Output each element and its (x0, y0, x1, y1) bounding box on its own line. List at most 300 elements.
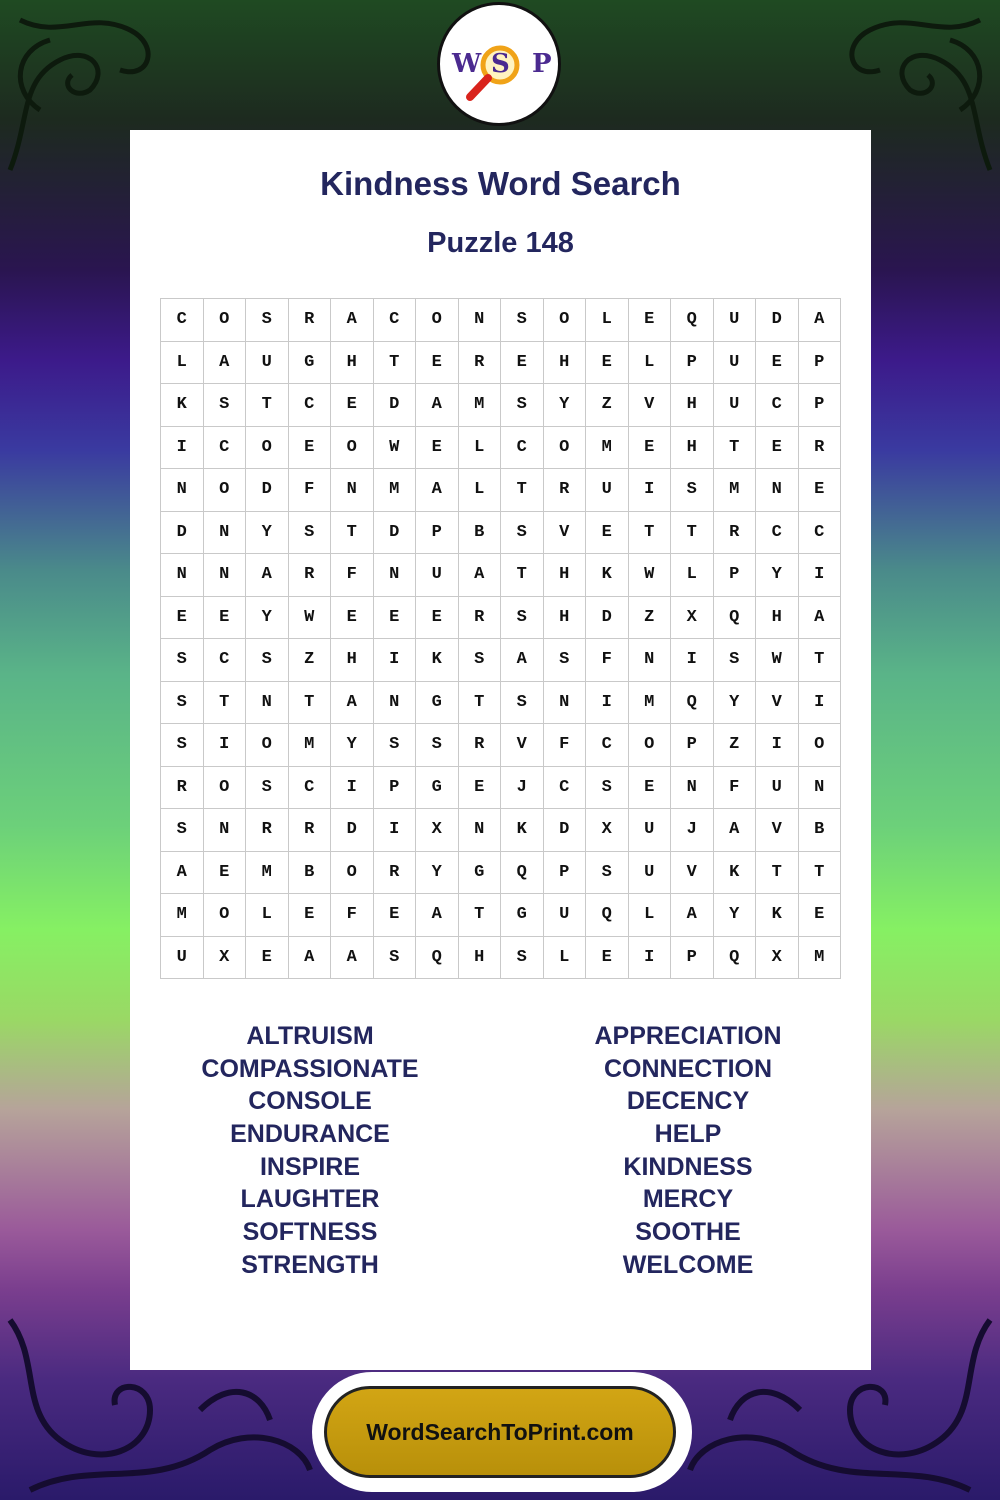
grid-cell: O (203, 299, 246, 342)
grid-cell: F (331, 894, 374, 937)
grid-cell: E (331, 384, 374, 427)
grid-cell: E (288, 894, 331, 937)
grid-cell: P (543, 851, 586, 894)
grid-cell: C (161, 299, 204, 342)
grid-cell: T (203, 681, 246, 724)
word-list-item: WELCOME (622, 1250, 754, 1279)
grid-cell: E (586, 341, 629, 384)
grid-cell: S (586, 851, 629, 894)
grid-cell: J (671, 809, 714, 852)
grid-cell: P (373, 766, 416, 809)
grid-cell: E (756, 341, 799, 384)
grid-cell: I (161, 426, 204, 469)
grid-cell: N (203, 554, 246, 597)
grid-cell: L (246, 894, 289, 937)
grid-cell: S (246, 639, 289, 682)
grid-cell: P (671, 936, 714, 979)
grid-cell: D (161, 511, 204, 554)
grid-cell: S (373, 724, 416, 767)
grid-cell: E (798, 894, 841, 937)
grid-cell: A (331, 681, 374, 724)
grid-cell: C (756, 384, 799, 427)
grid-cell: Q (501, 851, 544, 894)
grid-row (161, 596, 841, 639)
grid-cell: T (246, 384, 289, 427)
grid-cell: I (373, 809, 416, 852)
grid-cell: C (756, 511, 799, 554)
grid-cell: D (373, 384, 416, 427)
grid-cell: B (288, 851, 331, 894)
word-list-right (503, 1020, 873, 1282)
grid-cell: O (203, 469, 246, 512)
grid-cell: P (416, 511, 459, 554)
grid-cell: U (756, 766, 799, 809)
grid-row (161, 724, 841, 767)
grid-cell: R (798, 426, 841, 469)
grid-cell: Q (586, 894, 629, 937)
grid-cell: S (416, 724, 459, 767)
grid-cell: O (331, 851, 374, 894)
grid-cell: W (628, 554, 671, 597)
word-list-item: LAUGHTER (240, 1185, 380, 1214)
grid-cell: T (288, 681, 331, 724)
grid-cell: E (586, 936, 629, 979)
word-list-item: DECENCY (626, 1087, 750, 1116)
grid-cell: W (373, 426, 416, 469)
grid-cell: M (288, 724, 331, 767)
grid-cell: S (246, 766, 289, 809)
grid-cell: M (798, 936, 841, 979)
grid-row (161, 894, 841, 937)
grid-cell: W (288, 596, 331, 639)
grid-cell: F (288, 469, 331, 512)
grid-cell: N (458, 809, 501, 852)
grid-cell: T (798, 851, 841, 894)
grid-cell: X (203, 936, 246, 979)
grid-cell: V (756, 809, 799, 852)
grid-cell: X (586, 809, 629, 852)
grid-cell: T (458, 681, 501, 724)
word-list-item: STRENGTH (241, 1250, 379, 1279)
grid-cell: U (628, 809, 671, 852)
grid-cell: C (288, 766, 331, 809)
grid-cell: R (288, 299, 331, 342)
grid-cell: D (246, 469, 289, 512)
grid-cell: P (671, 724, 714, 767)
grid-cell: W (756, 639, 799, 682)
grid-cell: Q (671, 299, 714, 342)
grid-cell: Q (713, 936, 756, 979)
grid-cell: A (203, 341, 246, 384)
word-list-item: CONSOLE (248, 1087, 372, 1116)
grid-cell: O (543, 299, 586, 342)
grid-cell: I (756, 724, 799, 767)
grid-cell: S (161, 681, 204, 724)
grid-cell: M (373, 469, 416, 512)
grid-cell: E (628, 426, 671, 469)
grid-cell: E (288, 426, 331, 469)
grid-cell: Q (713, 596, 756, 639)
grid-cell: T (756, 851, 799, 894)
grid-cell: A (501, 639, 544, 682)
grid-cell: Z (628, 596, 671, 639)
grid-cell: X (756, 936, 799, 979)
grid-cell: D (373, 511, 416, 554)
grid-cell: Y (331, 724, 374, 767)
word-list-item: COMPASSIONATE (201, 1054, 419, 1083)
grid-cell: L (628, 341, 671, 384)
grid-cell: C (798, 511, 841, 554)
grid-cell: G (288, 341, 331, 384)
grid-cell: T (373, 341, 416, 384)
grid-cell: K (416, 639, 459, 682)
grid-cell: L (586, 299, 629, 342)
word-list-left (125, 1020, 495, 1282)
grid-cell: Y (246, 596, 289, 639)
grid-cell: L (458, 426, 501, 469)
grid-cell: C (203, 639, 246, 682)
grid-cell: G (458, 851, 501, 894)
grid-cell: D (543, 809, 586, 852)
grid-cell: R (288, 809, 331, 852)
grid-cell: E (416, 596, 459, 639)
grid-cell: R (288, 554, 331, 597)
grid-cell: T (798, 639, 841, 682)
grid-cell: V (501, 724, 544, 767)
grid-cell: Z (288, 639, 331, 682)
grid-cell: C (288, 384, 331, 427)
grid-cell: U (161, 936, 204, 979)
grid-cell: S (501, 299, 544, 342)
grid-cell: K (501, 809, 544, 852)
grid-cell: S (501, 681, 544, 724)
grid-cell: U (713, 299, 756, 342)
grid-cell: S (501, 384, 544, 427)
grid-cell: A (161, 851, 204, 894)
grid-cell: E (416, 341, 459, 384)
grid-cell: G (501, 894, 544, 937)
grid-cell: H (543, 554, 586, 597)
grid-cell: R (458, 341, 501, 384)
grid-cell: A (671, 894, 714, 937)
grid-row (161, 341, 841, 384)
grid-cell: A (798, 596, 841, 639)
word-list-item: HELP (654, 1120, 722, 1149)
grid-cell: U (628, 851, 671, 894)
grid-cell: C (203, 426, 246, 469)
grid-cell: P (713, 554, 756, 597)
grid-cell: Y (713, 894, 756, 937)
grid-cell: H (331, 639, 374, 682)
grid-cell: L (458, 469, 501, 512)
grid-cell: I (203, 724, 246, 767)
grid-cell: P (798, 341, 841, 384)
grid-cell: O (246, 724, 289, 767)
grid-cell: O (416, 299, 459, 342)
grid-cell: I (586, 681, 629, 724)
grid-cell: S (586, 766, 629, 809)
site-link-label: WordSearchToPrint.com (366, 1418, 634, 1445)
grid-row (161, 639, 841, 682)
grid-cell: U (416, 554, 459, 597)
grid-cell: Y (713, 681, 756, 724)
grid-row (161, 554, 841, 597)
footer-badge (312, 1372, 692, 1492)
grid-cell: A (416, 384, 459, 427)
grid-cell: H (671, 384, 714, 427)
grid-cell: S (161, 724, 204, 767)
grid-cell: A (798, 299, 841, 342)
grid-cell: X (671, 596, 714, 639)
grid-cell: H (543, 341, 586, 384)
grid-cell: F (331, 554, 374, 597)
grid-cell: K (756, 894, 799, 937)
grid-cell: E (246, 936, 289, 979)
grid-cell: E (331, 596, 374, 639)
grid-cell: H (671, 426, 714, 469)
grid-cell: A (416, 469, 459, 512)
grid-cell: Y (756, 554, 799, 597)
grid-cell: L (161, 341, 204, 384)
word-list-item: MERCY (642, 1185, 734, 1214)
grid-cell: N (373, 554, 416, 597)
grid-cell: S (501, 596, 544, 639)
grid-cell: G (416, 766, 459, 809)
grid-cell: T (501, 469, 544, 512)
grid-cell: O (543, 426, 586, 469)
word-list-item: SOOTHE (635, 1218, 741, 1247)
grid-cell: M (458, 384, 501, 427)
grid-cell: U (543, 894, 586, 937)
grid-row (161, 809, 841, 852)
grid-cell: E (203, 596, 246, 639)
grid-cell: O (203, 766, 246, 809)
grid-cell: I (671, 639, 714, 682)
grid-cell: T (713, 426, 756, 469)
grid-cell: Y (246, 511, 289, 554)
site-link-button[interactable] (324, 1386, 676, 1478)
grid-cell: M (161, 894, 204, 937)
grid-cell: E (586, 511, 629, 554)
grid-cell: E (628, 299, 671, 342)
grid-row (161, 936, 841, 979)
grid-cell: S (671, 469, 714, 512)
grid-cell: N (671, 766, 714, 809)
grid-cell: E (756, 426, 799, 469)
grid-cell: H (543, 596, 586, 639)
grid-cell: A (288, 936, 331, 979)
grid-cell: C (586, 724, 629, 767)
word-list-item: CONNECTION (603, 1054, 773, 1083)
grid-cell: O (628, 724, 671, 767)
word-list-item: INSPIRE (259, 1152, 361, 1181)
word-list-item: SOFTNESS (242, 1218, 378, 1247)
grid-row (161, 384, 841, 427)
grid-cell: N (203, 809, 246, 852)
grid-cell: H (331, 341, 374, 384)
grid-cell: E (203, 851, 246, 894)
page-title: Kindness Word Search (320, 165, 681, 202)
grid-cell: M (246, 851, 289, 894)
grid-cell: S (458, 639, 501, 682)
grid-cell: K (586, 554, 629, 597)
grid-cell: A (458, 554, 501, 597)
grid-cell: R (543, 469, 586, 512)
logo-letter-w: W (452, 49, 482, 79)
grid-cell: F (586, 639, 629, 682)
grid-cell: R (161, 766, 204, 809)
grid-cell: S (246, 299, 289, 342)
grid-cell: N (458, 299, 501, 342)
grid-cell: E (501, 341, 544, 384)
grid-cell: X (416, 809, 459, 852)
grid-cell: R (458, 724, 501, 767)
grid-cell: T (628, 511, 671, 554)
grid-row (161, 511, 841, 554)
grid-cell: R (458, 596, 501, 639)
grid-row (161, 299, 841, 342)
grid-row (161, 469, 841, 512)
grid-cell: K (713, 851, 756, 894)
grid-cell: F (543, 724, 586, 767)
puzzle-panel (130, 130, 871, 1370)
logo-letter-p: P (532, 49, 552, 79)
grid-cell: S (161, 809, 204, 852)
grid-cell: S (543, 639, 586, 682)
grid-cell: S (203, 384, 246, 427)
grid-cell: O (798, 724, 841, 767)
grid-cell: M (713, 469, 756, 512)
word-list-item: ENDURANCE (230, 1120, 390, 1149)
grid-row (161, 766, 841, 809)
grid-cell: I (798, 554, 841, 597)
grid-cell: E (161, 596, 204, 639)
word-list-item: KINDNESS (623, 1152, 753, 1181)
grid-cell: N (373, 681, 416, 724)
grid-cell: B (798, 809, 841, 852)
grid-cell: E (373, 894, 416, 937)
grid-cell: A (416, 894, 459, 937)
puzzle-subtitle: Puzzle 148 (427, 227, 574, 259)
grid-cell: C (543, 766, 586, 809)
grid-cell: C (373, 299, 416, 342)
grid-cell: V (543, 511, 586, 554)
grid-cell: L (543, 936, 586, 979)
grid-cell: L (628, 894, 671, 937)
grid-cell: N (161, 554, 204, 597)
letter-grid (160, 298, 841, 979)
word-list-item: APPRECIATION (594, 1022, 782, 1050)
grid-cell: N (331, 469, 374, 512)
grid-cell: R (246, 809, 289, 852)
grid-cell: T (671, 511, 714, 554)
grid-cell: S (373, 936, 416, 979)
grid-cell: E (373, 596, 416, 639)
grid-cell: N (798, 766, 841, 809)
grid-cell: Z (713, 724, 756, 767)
grid-cell: N (203, 511, 246, 554)
grid-cell: A (331, 299, 374, 342)
grid-cell: S (713, 639, 756, 682)
grid-cell: Q (671, 681, 714, 724)
grid-cell: E (458, 766, 501, 809)
grid-cell: T (331, 511, 374, 554)
word-list-item: ALTRUISM (246, 1022, 374, 1050)
grid-cell: V (756, 681, 799, 724)
grid-cell: Y (416, 851, 459, 894)
grid-cell: H (756, 596, 799, 639)
grid-cell: N (161, 469, 204, 512)
grid-cell: C (501, 426, 544, 469)
grid-cell: V (671, 851, 714, 894)
grid-cell: N (543, 681, 586, 724)
grid-cell: P (671, 341, 714, 384)
logo-letter-s: S (491, 49, 510, 79)
grid-cell: Q (416, 936, 459, 979)
grid-cell: I (628, 936, 671, 979)
grid-cell: O (246, 426, 289, 469)
grid-cell: V (628, 384, 671, 427)
grid-cell: U (713, 341, 756, 384)
grid-cell: F (713, 766, 756, 809)
grid-row (161, 851, 841, 894)
grid-cell: S (288, 511, 331, 554)
grid-cell: D (331, 809, 374, 852)
grid-cell: A (713, 809, 756, 852)
grid-cell: I (798, 681, 841, 724)
grid-cell: N (756, 469, 799, 512)
grid-cell: R (373, 851, 416, 894)
grid-cell: O (331, 426, 374, 469)
grid-cell: M (586, 426, 629, 469)
grid-cell: E (628, 766, 671, 809)
grid-cell: E (416, 426, 459, 469)
grid-cell: U (713, 384, 756, 427)
grid-cell: A (331, 936, 374, 979)
grid-cell: N (628, 639, 671, 682)
grid-cell: K (161, 384, 204, 427)
grid-cell: I (628, 469, 671, 512)
grid-cell: G (416, 681, 459, 724)
grid-cell: U (586, 469, 629, 512)
grid-row (161, 681, 841, 724)
grid-cell: P (798, 384, 841, 427)
grid-cell: L (671, 554, 714, 597)
grid-cell: S (501, 511, 544, 554)
grid-cell: M (628, 681, 671, 724)
grid-cell: T (458, 894, 501, 937)
grid-cell: H (458, 936, 501, 979)
grid-cell: N (246, 681, 289, 724)
grid-cell: D (586, 596, 629, 639)
grid-cell: R (713, 511, 756, 554)
grid-cell: I (331, 766, 374, 809)
grid-cell: J (501, 766, 544, 809)
grid-cell: A (246, 554, 289, 597)
wsp-logo (437, 2, 561, 126)
grid-cell: E (798, 469, 841, 512)
grid-cell: Z (586, 384, 629, 427)
grid-cell: Y (543, 384, 586, 427)
grid-cell: I (373, 639, 416, 682)
grid-cell: O (203, 894, 246, 937)
grid-cell: D (756, 299, 799, 342)
grid-cell: T (501, 554, 544, 597)
grid-cell: S (161, 639, 204, 682)
grid-cell: B (458, 511, 501, 554)
grid-cell: U (246, 341, 289, 384)
grid-row (161, 426, 841, 469)
